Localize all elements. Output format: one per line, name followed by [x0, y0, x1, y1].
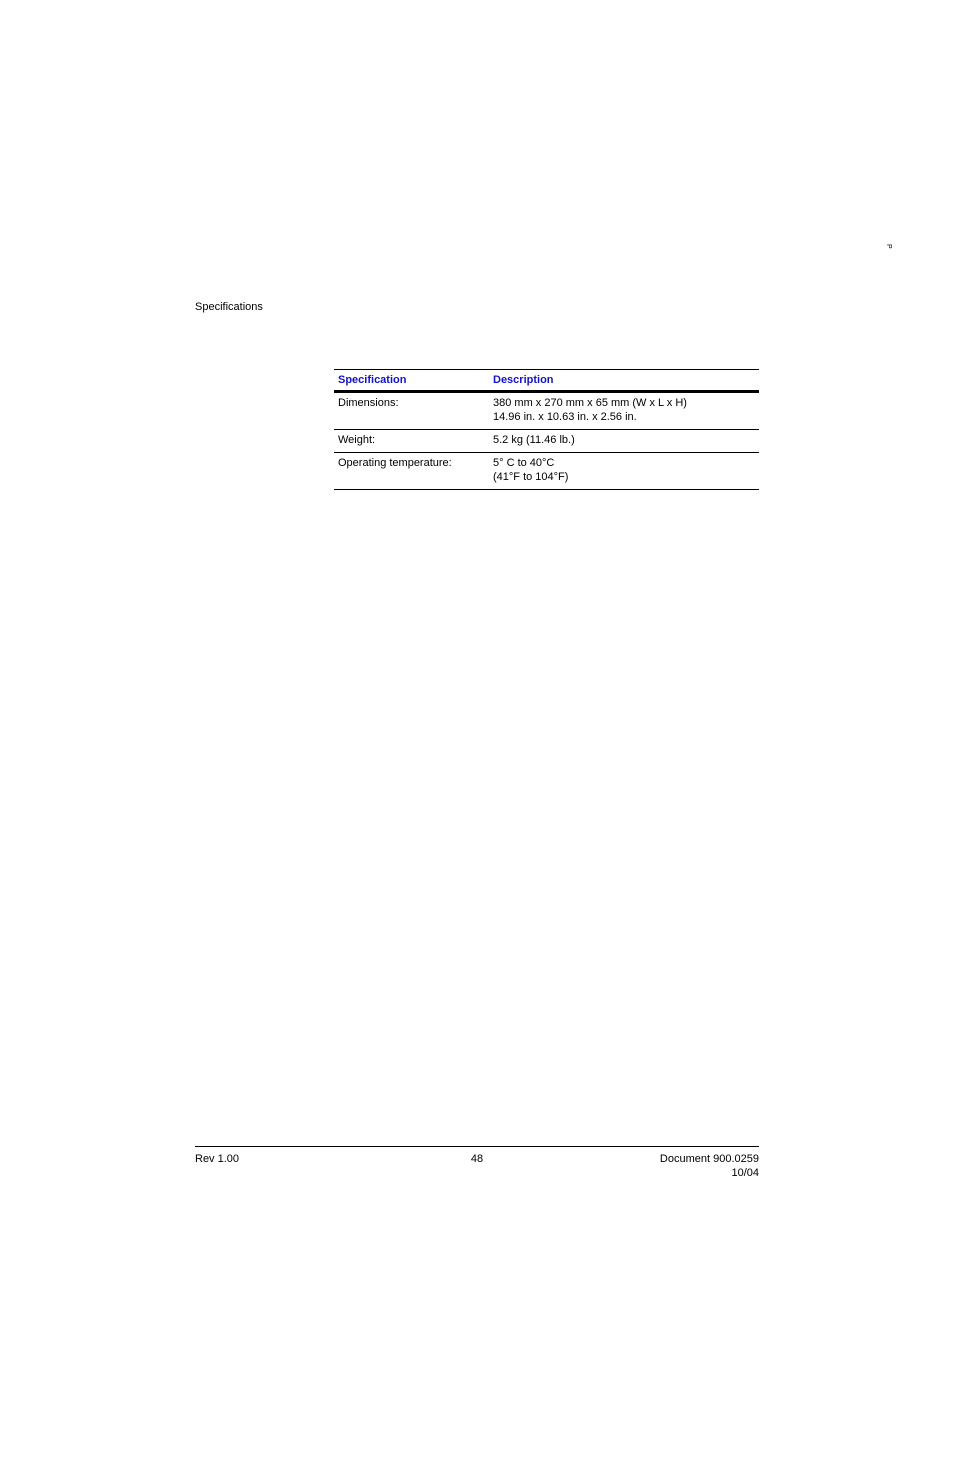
- table-row: [334, 392, 759, 430]
- description-cell: [489, 430, 759, 453]
- footer-date: 10/04: [731, 1167, 759, 1179]
- spec-cell: Weight:: [334, 430, 489, 453]
- description-line: 14.96 in. x 10.63 in. x 2.56 in.: [493, 411, 637, 423]
- description-line: 5° C to 40°C: [493, 457, 555, 469]
- edge-mark: P: [885, 244, 892, 249]
- column-header-specification: Specification: [334, 370, 489, 392]
- footer-document-number: Document 900.0259: [659, 1153, 759, 1165]
- footer-revision: Rev 1.00: [195, 1153, 240, 1165]
- footer-page-number: 48: [470, 1153, 484, 1165]
- table-header-row: [334, 370, 759, 392]
- specifications-table: [334, 369, 759, 490]
- section-heading: Specifications: [195, 301, 263, 313]
- column-header-description: Description: [489, 370, 759, 392]
- description-cell: [489, 453, 759, 490]
- table-row: [334, 430, 759, 453]
- spec-cell: Dimensions:: [334, 392, 489, 430]
- description-line: (41°F to 104°F): [493, 471, 569, 483]
- footer-document-info: [660, 1152, 759, 1180]
- table-row: [334, 453, 759, 490]
- description-line: 380 mm x 270 mm x 65 mm (W x L x H): [493, 397, 687, 409]
- description-cell: [489, 392, 759, 430]
- description-line: 5.2 kg (11.46 lb.): [493, 434, 575, 446]
- spec-cell: Operating temperature:: [334, 453, 489, 490]
- footer-divider: [195, 1146, 759, 1147]
